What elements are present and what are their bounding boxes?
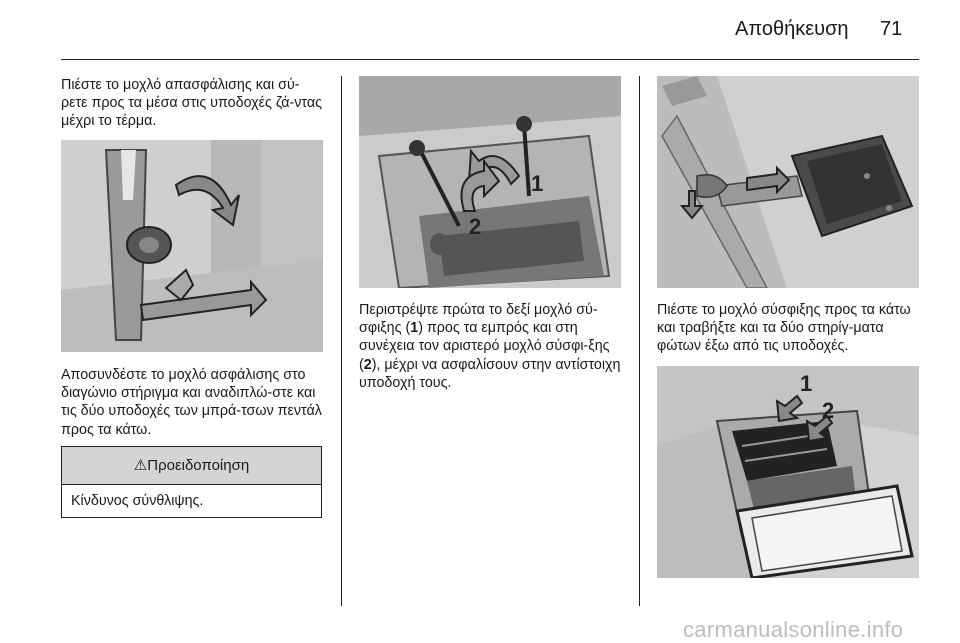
page-number: 71 bbox=[880, 18, 903, 40]
col3-paragraph-1: Πιέστε το μοχλό σύσφιξης προς τα κάτω και τραβήξτε και τα δύο στηρίγ-ματα φώτων έξω από τις υποδοχές. bbox=[657, 302, 911, 355]
page-section-title: Αποθήκευση bbox=[735, 18, 849, 40]
warning-text: Κίνδυνος σύνθλιψης. bbox=[71, 493, 204, 509]
col2-text-a: Περιστρέψτε πρώτα το δεξί μοχλό σύ-σφιξης ( bbox=[359, 302, 598, 337]
warning-icon: ⚠ bbox=[133, 457, 148, 474]
col1-paragraph-1: Πιέστε το μοχλό απασφάλισης και σύ-ρετε προς τα μέσα στις υποδοχές ζά-ντας μέχρι το τέρμα. bbox=[61, 77, 322, 130]
figure-label-1: 1 bbox=[800, 371, 813, 396]
col2-text-e: ), μέχρι να ασφαλίσουν στην αντίστοιχη υποδοχή τους. bbox=[359, 356, 621, 391]
col2-text-c: ) προς τα εμπρός και στη συνέχεια τον αριστερό μοχλό σύσφι-ξης ( bbox=[359, 320, 610, 373]
col1-paragraph-2: Αποσυνδέστε το μοχλό ασφάλισης στο διαγώνιο στήριγμα και αναδιπλώ-στε και τις δύο υποδοχές των μπρά-τσων πεντάλ προς τα κάτω. bbox=[61, 367, 322, 438]
figure-pedal-bracket bbox=[61, 140, 323, 352]
figure-label-1: 1 bbox=[531, 171, 544, 196]
header-rule bbox=[61, 59, 919, 60]
warning-title: Προειδοποίηση bbox=[147, 457, 250, 474]
figure-label-2: 2 bbox=[469, 214, 482, 239]
figure-clamp-levers bbox=[359, 76, 621, 288]
warning-header bbox=[62, 447, 321, 485]
col2-ref-2: 2 bbox=[363, 356, 372, 373]
col2-ref-1: 1 bbox=[410, 320, 419, 337]
figure-label-2: 2 bbox=[822, 398, 835, 423]
col2-paragraph-1 bbox=[359, 301, 627, 392]
column-divider-2 bbox=[639, 76, 640, 606]
watermark-text: carmanualsonline.info bbox=[683, 617, 904, 642]
warning-box bbox=[61, 446, 322, 518]
figure-light-carrier bbox=[657, 76, 919, 288]
figure-light-carrier-removal bbox=[657, 366, 919, 578]
column-divider-1 bbox=[341, 76, 342, 606]
